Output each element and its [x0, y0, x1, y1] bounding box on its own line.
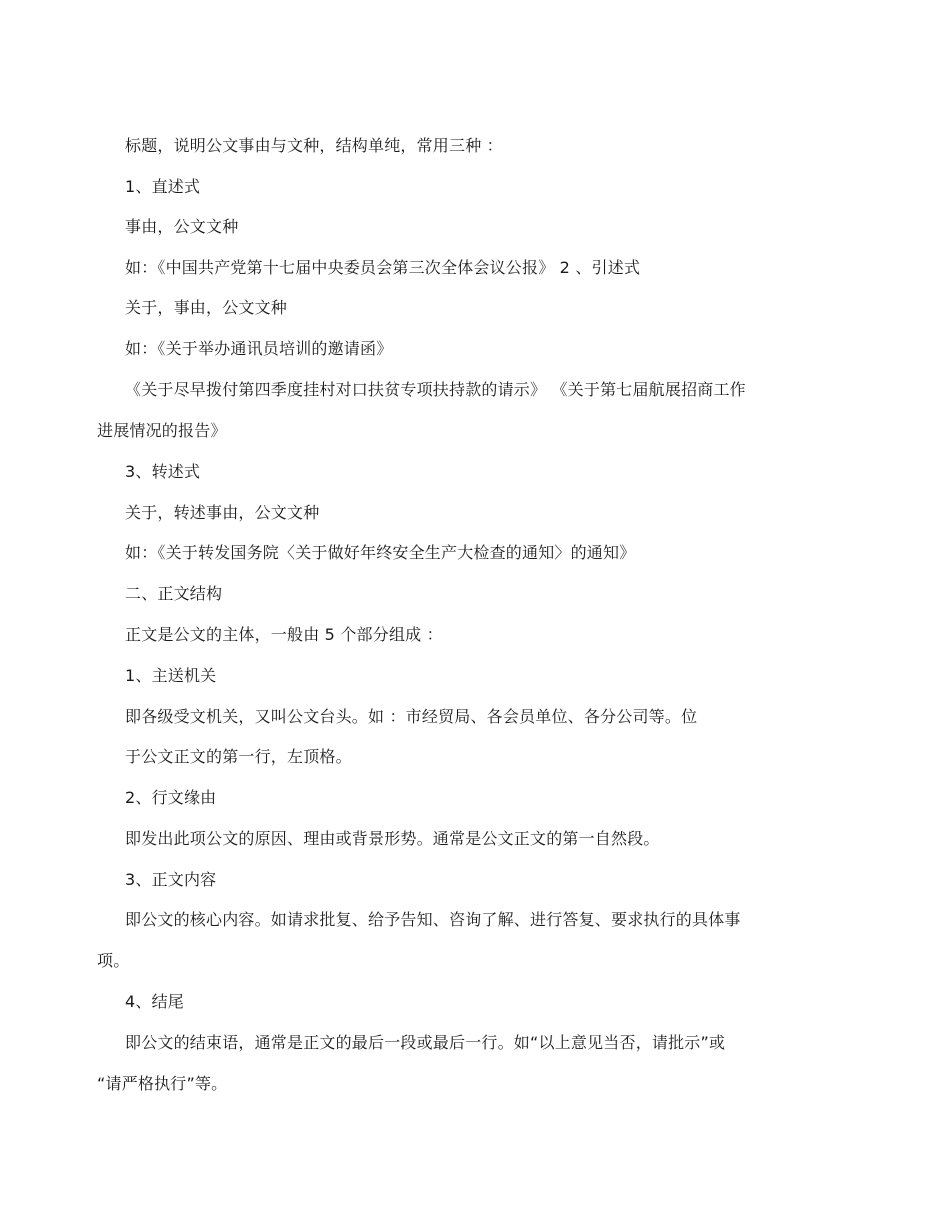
text-line-example: 如：《关于举办通讯员培训的邀请函》: [125, 339, 393, 358]
text-line-continuation: 进展情况的报告》: [97, 421, 227, 440]
text-line: 即公文的结束语，通常是正文的最后一段或最后一行。如“以上意见当否，请批示”或: [125, 1033, 726, 1052]
text-line: 关于，转述事由，公文文种: [125, 503, 320, 522]
text-line-heading: 2、行文缘由: [125, 788, 217, 807]
text-line: 正文是公文的主体，一般由 5 个部分组成 ：: [125, 625, 443, 644]
text-line-continuation: “请严格执行”等。: [97, 1074, 228, 1093]
text-line-example: 《关于尽早拨付第四季度挂村对口扶贫专项扶持款的请示》 《关于第七届航展招商工作: [125, 380, 746, 399]
text-line-heading-direct: 1、直述式: [125, 177, 201, 196]
text-line-title-intro: 标题，说明公文事由与文种，结构单纯，常用三种 ：: [125, 136, 503, 155]
section-heading: 二、正文结构: [125, 584, 223, 603]
text-line: 事由，公文文种: [125, 217, 239, 236]
text-line-heading-relay: 3、转述式: [125, 462, 201, 481]
text-line-heading: 1、主送机关: [125, 666, 217, 685]
text-line: 即各级受文机关，又叫公文台头。如 ：市经贸局、各会员单位、各分公司等。位: [125, 707, 698, 726]
text-line-heading: 3、正文内容: [125, 870, 217, 889]
text-line: 即发出此项公文的原因、理由或背景形势。通常是公文正文的第一自然段。: [125, 829, 660, 848]
text-line-example: 如：《中国共产党第十七届中央委员会第三次全体会议公报》 2 、引述式: [125, 258, 641, 277]
text-line-heading: 4、结尾: [125, 992, 184, 1011]
text-line: 关于，事由，公文文种: [125, 298, 288, 317]
text-line: 即公文的核心内容。如请求批复、给予告知、咨询了解、进行答复、要求执行的具体事: [125, 910, 741, 929]
text-line: 于公文正文的第一行，左顶格。: [125, 747, 352, 766]
text-line-continuation: 项。: [97, 951, 130, 970]
text-line-example: 如：《关于转发国务院〈关于做好年终安全生产大检查的通知〉的通知》: [125, 543, 636, 562]
